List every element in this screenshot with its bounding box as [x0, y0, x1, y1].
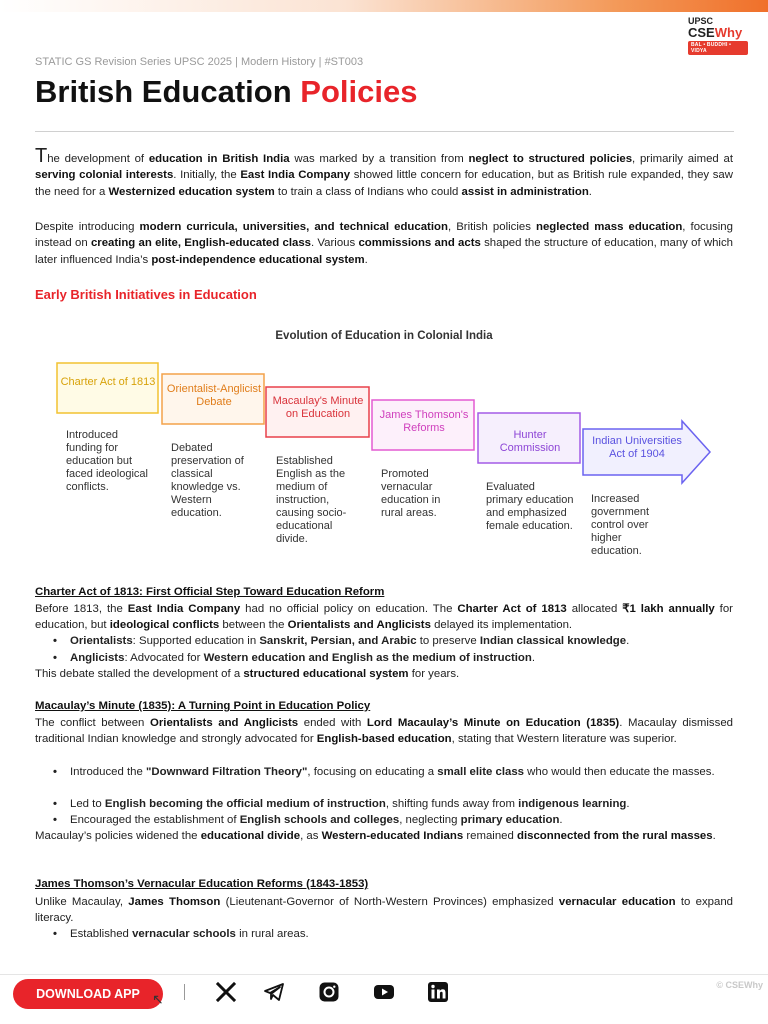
stage-label-macaulay-minute: Macaulay's Minute on Education — [272, 395, 364, 420]
section-heading: Early British Initiatives in Education — [35, 287, 257, 302]
stage-desc-charter-act: Introduced funding for education but faced ideological conflicts. — [66, 429, 148, 493]
intro-paragraph-2: Despite introducing modern curricula, universities, and technical education, British policies neglected mass education, focusing instead on creating an elite, English-educated class. Various commissions and acts shaped the structure of education, many of which later influenced India’s post-independence educational system. — [35, 221, 733, 266]
charter-bullet-2: • Anglicists: Advocated for Western education and English as the medium of instruction. — [70, 650, 733, 666]
charter-heading: Charter Act of 1813: First Official Step Toward Education Reform — [35, 586, 385, 598]
copyright-text: © CSEWhy — [716, 980, 763, 990]
x-icon[interactable] — [215, 981, 237, 1003]
stage-label-charter-act: Charter Act of 1813 — [60, 376, 156, 388]
macaulay-closing: Macaulay’s policies widened the educational divide, as Western-educated Indians remained disconnected from the rural masses. — [35, 830, 716, 842]
charter-closing: This debate stalled the development of a structured educational system for years. — [35, 668, 460, 680]
diagram-title: Evolution of Education in Colonial India — [275, 330, 493, 342]
stage-label-hunter-commission: Hunter Commission — [499, 429, 561, 454]
page-title — [35, 74, 417, 110]
macaulay-bullet-3: • Encouraged the establishment of English schools and colleges, neglecting primary education. — [70, 812, 733, 828]
stage-desc-orientalist-debate: Debated preservation of classical knowledge vs. Western education. — [171, 442, 244, 519]
logo-why: Why — [714, 25, 743, 40]
macaulay-paragraph: The conflict between Orientalists and Anglicists ended with Lord Macaulay’s Minute on Education (1835). Macaulay dismissed traditional Indian knowledge and strongly advocated for English-based education, stating that Western literature was superior. — [35, 717, 733, 746]
footer — [0, 966, 768, 1024]
top-accent-bar — [0, 0, 768, 12]
youtube-icon[interactable] — [373, 981, 395, 1003]
thomson-bullet-1: • Established vernacular schools in rural areas. — [70, 926, 733, 942]
thomson-heading: James Thomson’s Vernacular Education Reforms (1843-1853) — [35, 878, 369, 890]
logo-cse: CSE — [688, 25, 715, 40]
stage-desc-hunter-commission: Evaluated primary education and emphasized female education. — [486, 481, 574, 532]
csewhy-logo: UPSC CSEWhy BAL • BUDDHI • VIDYA — [688, 16, 748, 57]
macaulay-heading: Macaulay’s Minute (1835): A Turning Point in Education Policy — [35, 700, 371, 712]
telegram-icon[interactable] — [263, 981, 285, 1003]
title-highlight: Policies — [300, 74, 418, 109]
stage-desc-universities-act: Increased government control over higher education. — [591, 493, 650, 557]
thomson-paragraph: Unlike Macaulay, James Thomson (Lieutenant-Governor of North-Western Provinces) emphasized vernacular education to expand literacy. — [35, 896, 733, 925]
pointer-cursor-icon: ↖ — [152, 991, 164, 1007]
footer-divider — [0, 974, 768, 975]
footer-separator — [184, 984, 185, 1000]
series-label: STATIC GS Revision Series UPSC 2025 | Modern History | #ST003 — [35, 56, 364, 68]
education-timeline-diagram — [0, 355, 768, 575]
logo-tagline: BAL • BUDDHI • VIDYA — [688, 41, 748, 55]
title-main: British Education — [35, 74, 292, 109]
download-app-button[interactable]: DOWNLOAD APP — [13, 979, 163, 1009]
macaulay-bullet-2: • Led to English becoming the official medium of instruction, shifting funds away from indigenous learning. — [70, 796, 733, 812]
stage-desc-thomson-reforms: Promoted vernacular education in rural areas. — [381, 468, 441, 519]
instagram-icon[interactable] — [318, 981, 340, 1003]
intro-paragraph-1: The development of education in British India was marked by a transition from neglect to structured policies, primarily aimed at serving colonial interests. Initially, the East India Company showed little concern for education, but as British rule expanded, they saw the need for a Westernized education system to train a class of Indians who could assist in administration. — [35, 145, 733, 198]
title-divider — [35, 131, 734, 132]
macaulay-bullet-1: • Introduced the "Downward Filtration Theory", focusing on educating a small elite class who would then educate the masses. — [70, 764, 733, 780]
charter-bullet-1: • Orientalists: Supported education in Sanskrit, Persian, and Arabic to preserve Indian classical knowledge. — [70, 633, 733, 649]
stage-label-thomson-reforms: James Thomson's Reforms — [379, 409, 469, 434]
stage-label-orientalist-debate: Orientalist-Anglicist Debate — [166, 383, 262, 408]
charter-paragraph: Before 1813, the East India Company had no official policy on education. The Charter Act of 1813 allocated ₹1 lakh annually for education, but ideological conflicts between the Orientalists and Anglicists delayed its implementation. — [35, 603, 733, 632]
linkedin-icon[interactable] — [427, 981, 449, 1003]
stage-desc-macaulay-minute: Established English as the medium of instruction, causing socio-educational divide. — [276, 455, 347, 545]
dropcap: T — [35, 145, 48, 167]
stage-label-universities-act: Indian Universities Act of 1904 — [592, 435, 682, 460]
